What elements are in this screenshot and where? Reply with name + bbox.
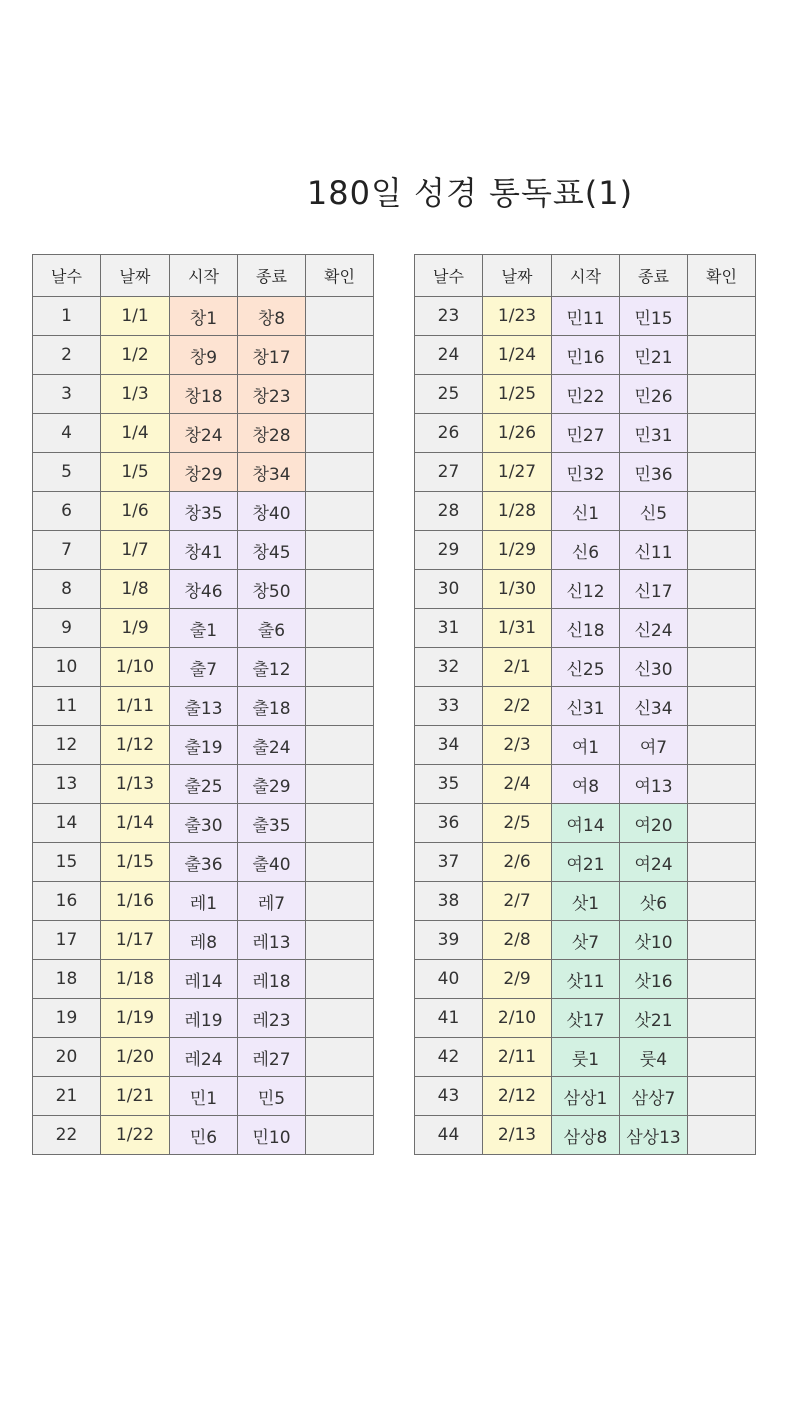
- table-row: [415, 570, 756, 609]
- end-chapter-cell: 민5: [238, 1077, 306, 1116]
- start-chapter-cell: 레24: [170, 1038, 238, 1077]
- check-cell[interactable]: [688, 648, 756, 687]
- start-chapter-cell: 창9: [170, 336, 238, 375]
- check-cell[interactable]: [306, 1077, 374, 1116]
- date-cell: 1/17: [101, 921, 170, 960]
- start-chapter-cell: 창29: [170, 453, 238, 492]
- start-chapter-cell: 민6: [170, 1116, 238, 1155]
- end-chapter-cell: 민15: [620, 297, 688, 336]
- end-chapter-cell: 창23: [238, 375, 306, 414]
- end-chapter-cell: 창50: [238, 570, 306, 609]
- check-cell[interactable]: [688, 882, 756, 921]
- table-row: [33, 570, 374, 609]
- header-start: 시작: [170, 255, 238, 297]
- date-cell: 1/21: [101, 1077, 170, 1116]
- end-chapter-cell: 출29: [238, 765, 306, 804]
- table-row: [415, 453, 756, 492]
- day-cell: 39: [415, 921, 483, 960]
- end-chapter-cell: 창8: [238, 297, 306, 336]
- start-chapter-cell: 신18: [552, 609, 620, 648]
- day-cell: 4: [33, 414, 101, 453]
- end-chapter-cell: 삼상13: [620, 1116, 688, 1155]
- table-row: [415, 492, 756, 531]
- page-title: 180일 성경 통독표(1): [306, 174, 634, 212]
- start-chapter-cell: 창1: [170, 297, 238, 336]
- end-chapter-cell: 민36: [620, 453, 688, 492]
- end-chapter-cell: 신11: [620, 531, 688, 570]
- check-cell[interactable]: [688, 609, 756, 648]
- header-end: 종료: [238, 255, 306, 297]
- day-cell: 21: [33, 1077, 101, 1116]
- check-cell[interactable]: [688, 297, 756, 336]
- start-chapter-cell: 삿17: [552, 999, 620, 1038]
- date-cell: 1/29: [483, 531, 552, 570]
- date-cell: 1/15: [101, 843, 170, 882]
- table-row: [33, 375, 374, 414]
- table-row: [33, 843, 374, 882]
- start-chapter-cell: 민1: [170, 1077, 238, 1116]
- check-cell[interactable]: [688, 336, 756, 375]
- date-cell: 2/11: [483, 1038, 552, 1077]
- day-cell: 33: [415, 687, 483, 726]
- check-cell[interactable]: [688, 1116, 756, 1155]
- date-cell: 1/3: [101, 375, 170, 414]
- day-cell: 18: [33, 960, 101, 999]
- check-cell[interactable]: [306, 765, 374, 804]
- start-chapter-cell: 레14: [170, 960, 238, 999]
- check-cell[interactable]: [306, 336, 374, 375]
- check-cell[interactable]: [306, 921, 374, 960]
- end-chapter-cell: 신5: [620, 492, 688, 531]
- date-cell: 1/6: [101, 492, 170, 531]
- check-cell[interactable]: [306, 882, 374, 921]
- check-cell[interactable]: [306, 1038, 374, 1077]
- end-chapter-cell: 여24: [620, 843, 688, 882]
- day-cell: 15: [33, 843, 101, 882]
- check-cell[interactable]: [306, 414, 374, 453]
- table-row: [415, 882, 756, 921]
- day-cell: 17: [33, 921, 101, 960]
- end-chapter-cell: 삿10: [620, 921, 688, 960]
- start-chapter-cell: 여8: [552, 765, 620, 804]
- table-body-right: [415, 297, 756, 1155]
- table-row: [415, 1116, 756, 1155]
- day-cell: 14: [33, 804, 101, 843]
- table-row: [33, 609, 374, 648]
- date-cell: 1/8: [101, 570, 170, 609]
- day-cell: 13: [33, 765, 101, 804]
- check-cell[interactable]: [688, 804, 756, 843]
- reading-table-right: [414, 254, 756, 1155]
- end-chapter-cell: 여13: [620, 765, 688, 804]
- table-row: [415, 414, 756, 453]
- date-cell: 1/4: [101, 414, 170, 453]
- date-cell: 1/1: [101, 297, 170, 336]
- end-chapter-cell: 창45: [238, 531, 306, 570]
- check-cell[interactable]: [688, 999, 756, 1038]
- end-chapter-cell: 창40: [238, 492, 306, 531]
- end-chapter-cell: 민31: [620, 414, 688, 453]
- check-cell[interactable]: [688, 960, 756, 999]
- check-cell[interactable]: [306, 297, 374, 336]
- end-chapter-cell: 삼상7: [620, 1077, 688, 1116]
- start-chapter-cell: 삼상1: [552, 1077, 620, 1116]
- date-cell: 1/16: [101, 882, 170, 921]
- start-chapter-cell: 민11: [552, 297, 620, 336]
- check-cell[interactable]: [306, 609, 374, 648]
- date-cell: 2/5: [483, 804, 552, 843]
- check-cell[interactable]: [306, 453, 374, 492]
- check-cell[interactable]: [306, 531, 374, 570]
- date-cell: 1/5: [101, 453, 170, 492]
- table-row: [33, 687, 374, 726]
- header-row: [415, 255, 756, 297]
- check-cell[interactable]: [306, 843, 374, 882]
- day-cell: 22: [33, 1116, 101, 1155]
- end-chapter-cell: 삿6: [620, 882, 688, 921]
- end-chapter-cell: 창28: [238, 414, 306, 453]
- check-cell[interactable]: [688, 570, 756, 609]
- check-cell[interactable]: [306, 999, 374, 1038]
- end-chapter-cell: 레13: [238, 921, 306, 960]
- date-cell: 1/26: [483, 414, 552, 453]
- end-chapter-cell: 삿16: [620, 960, 688, 999]
- day-cell: 27: [415, 453, 483, 492]
- table-row: [33, 336, 374, 375]
- start-chapter-cell: 삿11: [552, 960, 620, 999]
- table-row: [33, 960, 374, 999]
- date-cell: 1/24: [483, 336, 552, 375]
- start-chapter-cell: 레1: [170, 882, 238, 921]
- day-cell: 44: [415, 1116, 483, 1155]
- date-cell: 2/7: [483, 882, 552, 921]
- header-date: 날짜: [483, 255, 552, 297]
- header-start: 시작: [552, 255, 620, 297]
- date-cell: 1/14: [101, 804, 170, 843]
- date-cell: 1/2: [101, 336, 170, 375]
- start-chapter-cell: 여14: [552, 804, 620, 843]
- check-cell[interactable]: [306, 687, 374, 726]
- table-row: [415, 1077, 756, 1116]
- start-chapter-cell: 신1: [552, 492, 620, 531]
- end-chapter-cell: 출12: [238, 648, 306, 687]
- day-cell: 40: [415, 960, 483, 999]
- start-chapter-cell: 창46: [170, 570, 238, 609]
- date-cell: 1/19: [101, 999, 170, 1038]
- date-cell: 1/20: [101, 1038, 170, 1077]
- day-cell: 19: [33, 999, 101, 1038]
- end-chapter-cell: 여7: [620, 726, 688, 765]
- day-cell: 23: [415, 297, 483, 336]
- table-row: [33, 297, 374, 336]
- table-row: [33, 804, 374, 843]
- header-day: 날수: [33, 255, 101, 297]
- reading-table-left: [32, 254, 374, 1155]
- table-row: [415, 297, 756, 336]
- date-cell: 1/31: [483, 609, 552, 648]
- table-row: [33, 999, 374, 1038]
- check-cell[interactable]: [306, 1116, 374, 1155]
- start-chapter-cell: 출30: [170, 804, 238, 843]
- end-chapter-cell: 창17: [238, 336, 306, 375]
- end-chapter-cell: 민21: [620, 336, 688, 375]
- end-chapter-cell: 레18: [238, 960, 306, 999]
- date-cell: 2/12: [483, 1077, 552, 1116]
- date-cell: 2/10: [483, 999, 552, 1038]
- day-cell: 30: [415, 570, 483, 609]
- date-cell: 1/11: [101, 687, 170, 726]
- start-chapter-cell: 창41: [170, 531, 238, 570]
- table-row: [415, 375, 756, 414]
- table-row: [415, 609, 756, 648]
- date-cell: 2/3: [483, 726, 552, 765]
- day-cell: 10: [33, 648, 101, 687]
- day-cell: 26: [415, 414, 483, 453]
- date-cell: 1/28: [483, 492, 552, 531]
- day-cell: 31: [415, 609, 483, 648]
- check-cell[interactable]: [306, 492, 374, 531]
- date-cell: 1/18: [101, 960, 170, 999]
- header-check: 확인: [688, 255, 756, 297]
- start-chapter-cell: 출7: [170, 648, 238, 687]
- header-check: 확인: [306, 255, 374, 297]
- start-chapter-cell: 룻1: [552, 1038, 620, 1077]
- table-row: [33, 531, 374, 570]
- date-cell: 1/27: [483, 453, 552, 492]
- table-row: [33, 726, 374, 765]
- day-cell: 28: [415, 492, 483, 531]
- day-cell: 37: [415, 843, 483, 882]
- end-chapter-cell: 레27: [238, 1038, 306, 1077]
- table-row: [33, 648, 374, 687]
- date-cell: 1/9: [101, 609, 170, 648]
- check-cell[interactable]: [306, 570, 374, 609]
- date-cell: 2/1: [483, 648, 552, 687]
- day-cell: 7: [33, 531, 101, 570]
- day-cell: 32: [415, 648, 483, 687]
- date-cell: 1/10: [101, 648, 170, 687]
- table-row: [415, 804, 756, 843]
- table-row: [33, 492, 374, 531]
- day-cell: 12: [33, 726, 101, 765]
- check-cell[interactable]: [688, 1077, 756, 1116]
- table-row: [415, 765, 756, 804]
- header-date: 날짜: [101, 255, 170, 297]
- table-row: [415, 1038, 756, 1077]
- table-row: [415, 960, 756, 999]
- start-chapter-cell: 출1: [170, 609, 238, 648]
- start-chapter-cell: 창18: [170, 375, 238, 414]
- check-cell[interactable]: [688, 414, 756, 453]
- day-cell: 20: [33, 1038, 101, 1077]
- check-cell[interactable]: [688, 531, 756, 570]
- date-cell: 1/7: [101, 531, 170, 570]
- day-cell: 16: [33, 882, 101, 921]
- start-chapter-cell: 민32: [552, 453, 620, 492]
- day-cell: 38: [415, 882, 483, 921]
- check-cell[interactable]: [688, 765, 756, 804]
- date-cell: 2/6: [483, 843, 552, 882]
- check-cell[interactable]: [688, 453, 756, 492]
- check-cell[interactable]: [306, 726, 374, 765]
- day-cell: 6: [33, 492, 101, 531]
- start-chapter-cell: 출19: [170, 726, 238, 765]
- day-cell: 11: [33, 687, 101, 726]
- date-cell: 1/25: [483, 375, 552, 414]
- end-chapter-cell: 삿21: [620, 999, 688, 1038]
- table-row: [33, 882, 374, 921]
- start-chapter-cell: 여1: [552, 726, 620, 765]
- day-cell: 24: [415, 336, 483, 375]
- end-chapter-cell: 신24: [620, 609, 688, 648]
- check-cell[interactable]: [688, 921, 756, 960]
- end-chapter-cell: 출35: [238, 804, 306, 843]
- day-cell: 29: [415, 531, 483, 570]
- check-cell[interactable]: [306, 960, 374, 999]
- end-chapter-cell: 레23: [238, 999, 306, 1038]
- date-cell: 2/2: [483, 687, 552, 726]
- table-row: [415, 687, 756, 726]
- check-cell[interactable]: [306, 804, 374, 843]
- date-cell: 1/13: [101, 765, 170, 804]
- end-chapter-cell: 민10: [238, 1116, 306, 1155]
- day-cell: 41: [415, 999, 483, 1038]
- check-cell[interactable]: [688, 492, 756, 531]
- date-cell: 1/30: [483, 570, 552, 609]
- start-chapter-cell: 출25: [170, 765, 238, 804]
- day-cell: 2: [33, 336, 101, 375]
- end-chapter-cell: 민26: [620, 375, 688, 414]
- start-chapter-cell: 출13: [170, 687, 238, 726]
- table-row: [415, 336, 756, 375]
- table-row: [415, 921, 756, 960]
- table-body-left: [33, 297, 374, 1155]
- day-cell: 5: [33, 453, 101, 492]
- start-chapter-cell: 신31: [552, 687, 620, 726]
- end-chapter-cell: 출6: [238, 609, 306, 648]
- end-chapter-cell: 여20: [620, 804, 688, 843]
- end-chapter-cell: 신17: [620, 570, 688, 609]
- start-chapter-cell: 삿7: [552, 921, 620, 960]
- table-row: [33, 453, 374, 492]
- end-chapter-cell: 창34: [238, 453, 306, 492]
- end-chapter-cell: 레7: [238, 882, 306, 921]
- start-chapter-cell: 레8: [170, 921, 238, 960]
- end-chapter-cell: 신34: [620, 687, 688, 726]
- check-cell[interactable]: [688, 843, 756, 882]
- start-chapter-cell: 신25: [552, 648, 620, 687]
- table-row: [415, 843, 756, 882]
- end-chapter-cell: 출24: [238, 726, 306, 765]
- table-row: [415, 531, 756, 570]
- table-row: [33, 1116, 374, 1155]
- table-row: [415, 999, 756, 1038]
- date-cell: 2/8: [483, 921, 552, 960]
- date-cell: 2/13: [483, 1116, 552, 1155]
- day-cell: 8: [33, 570, 101, 609]
- end-chapter-cell: 출40: [238, 843, 306, 882]
- day-cell: 42: [415, 1038, 483, 1077]
- day-cell: 9: [33, 609, 101, 648]
- table-row: [415, 648, 756, 687]
- table-row: [33, 1038, 374, 1077]
- check-cell[interactable]: [306, 648, 374, 687]
- start-chapter-cell: 민16: [552, 336, 620, 375]
- date-cell: 1/23: [483, 297, 552, 336]
- day-cell: 34: [415, 726, 483, 765]
- table-row: [33, 921, 374, 960]
- start-chapter-cell: 신6: [552, 531, 620, 570]
- end-chapter-cell: 출18: [238, 687, 306, 726]
- check-cell[interactable]: [688, 687, 756, 726]
- start-chapter-cell: 민27: [552, 414, 620, 453]
- check-cell[interactable]: [688, 726, 756, 765]
- date-cell: 2/9: [483, 960, 552, 999]
- start-chapter-cell: 창35: [170, 492, 238, 531]
- day-cell: 36: [415, 804, 483, 843]
- start-chapter-cell: 출36: [170, 843, 238, 882]
- day-cell: 25: [415, 375, 483, 414]
- day-cell: 35: [415, 765, 483, 804]
- start-chapter-cell: 신12: [552, 570, 620, 609]
- start-chapter-cell: 삿1: [552, 882, 620, 921]
- check-cell[interactable]: [688, 375, 756, 414]
- start-chapter-cell: 민22: [552, 375, 620, 414]
- day-cell: 43: [415, 1077, 483, 1116]
- check-cell[interactable]: [306, 375, 374, 414]
- check-cell[interactable]: [688, 1038, 756, 1077]
- start-chapter-cell: 삼상8: [552, 1116, 620, 1155]
- start-chapter-cell: 창24: [170, 414, 238, 453]
- start-chapter-cell: 레19: [170, 999, 238, 1038]
- table-row: [415, 726, 756, 765]
- date-cell: 1/22: [101, 1116, 170, 1155]
- table-row: [33, 414, 374, 453]
- day-cell: 1: [33, 297, 101, 336]
- table-row: [33, 1077, 374, 1116]
- start-chapter-cell: 여21: [552, 843, 620, 882]
- end-chapter-cell: 룻4: [620, 1038, 688, 1077]
- header-day: 날수: [415, 255, 483, 297]
- end-chapter-cell: 신30: [620, 648, 688, 687]
- header-row: [33, 255, 374, 297]
- day-cell: 3: [33, 375, 101, 414]
- date-cell: 1/12: [101, 726, 170, 765]
- date-cell: 2/4: [483, 765, 552, 804]
- table-row: [33, 765, 374, 804]
- header-end: 종료: [620, 255, 688, 297]
